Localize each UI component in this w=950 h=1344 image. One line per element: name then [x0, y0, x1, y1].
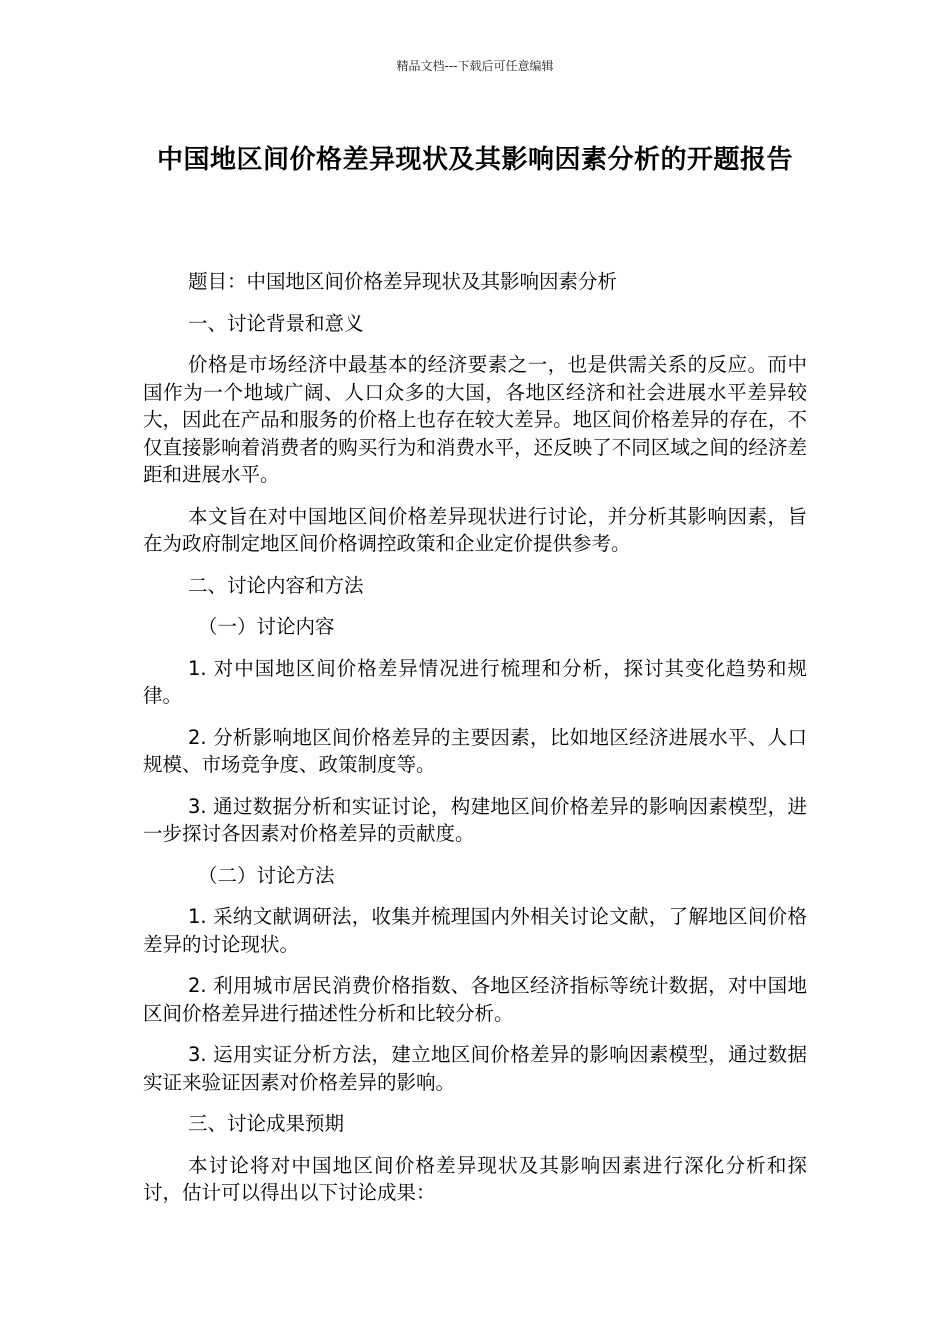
document-body [143, 268, 807, 1207]
content-item: 1. 对中国地区间价格差异情况进行梳理和分析，探讨其变化趋势和规律。 [143, 656, 807, 707]
section-2-subheading-content: （一）讨论内容 [198, 615, 335, 638]
method-item: 2. 利用城市居民消费价格指数、各地区经济指标等统计数据，对中国地区间价格差异进行描述性分析和比较分析。 [143, 974, 807, 1025]
method-item: 1. 采纳文献调研法，收集并梳理国内外相关讨论文献，了解地区间价格差异的讨论现状。 [143, 905, 807, 956]
section-1-paragraph-2: 本文旨在对中国地区间价格差异现状进行讨论，并分析其影响因素，旨在为政府制定地区间价格调控政策和企业定价提供参考。 [143, 504, 807, 555]
method-item: 3. 运用实证分析方法，建立地区间价格差异的影响因素模型，通过数据实证来验证因素对价格差异的影响。 [143, 1043, 807, 1094]
section-2-heading: 二、讨论内容和方法 [188, 573, 364, 597]
content-item: 2. 分析影响地区间价格差异的主要因素，比如地区经济进展水平、人口规模、市场竞争度、政策制度等。 [143, 725, 807, 776]
header-note: 精品文档---下载后可任意编辑 [396, 59, 554, 73]
section-3-heading: 三、讨论成果预期 [188, 1112, 345, 1135]
topic-line: 题目：中国地区间价格差异现状及其影响因素分析 [188, 270, 618, 293]
section-1-paragraph-1: 价格是市场经济中最基本的经济要素之一，也是供需关系的反应。而中国作为一个地域广阔、人口众多的大国，各地区经济和社会进展水平差异较大，因此在产品和服务的价格上也存在较大差异。地区间价格差异的存在，不仅直接影响着消费者的购买行为和消费水平，还反映了不同区域之间的经济差距和进展水平。 [143, 353, 807, 486]
section-3-paragraph-1: 本讨论将对中国地区间价格差异现状及其影响因素进行深化分析和探讨，估计可以得出以下讨论成果： [143, 1153, 807, 1204]
section-2-subheading-method: （二）讨论方法 [198, 863, 335, 887]
content-item: 3. 通过数据分析和实证讨论，构建地区间价格差异的影响因素模型，进一步探讨各因素对价格差异的贡献度。 [143, 794, 807, 845]
section-1-heading: 一、讨论背景和意义 [188, 311, 364, 335]
document-title: 中国地区间价格差异现状及其影响因素分析的开题报告 [156, 145, 793, 175]
